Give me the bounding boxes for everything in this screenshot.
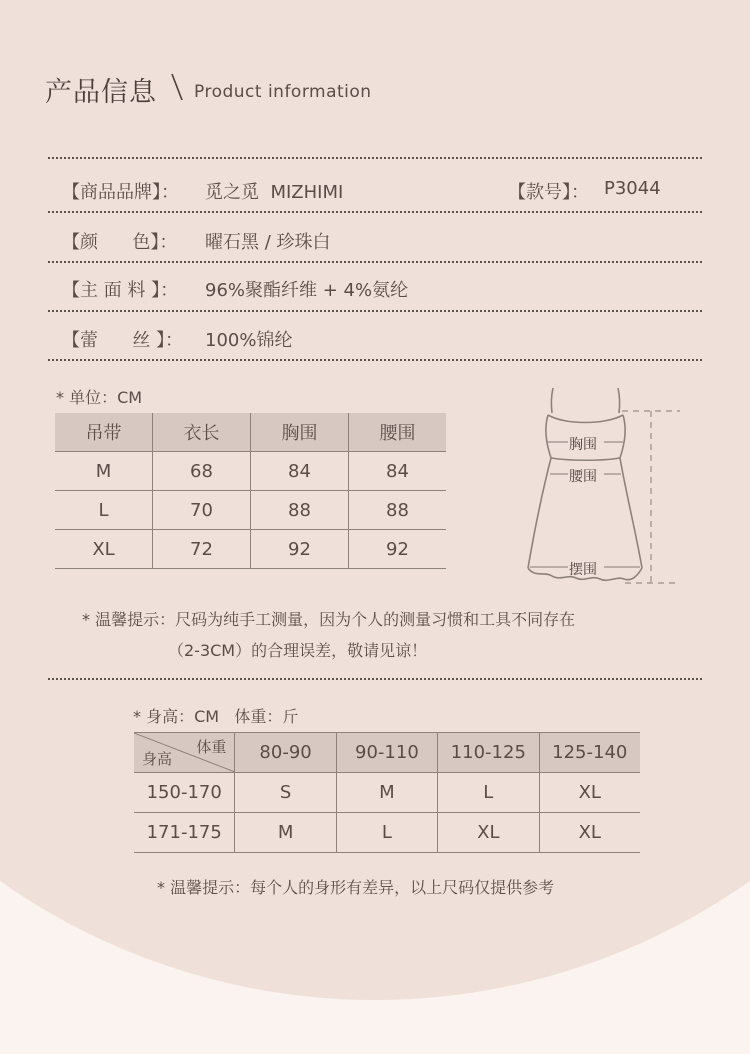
divider xyxy=(48,211,702,213)
height-cell: 150-170 xyxy=(134,773,235,813)
table-cell: L xyxy=(438,773,539,813)
size-table xyxy=(55,413,446,569)
table-cell: L xyxy=(336,813,437,853)
table-cell: XL xyxy=(55,530,153,569)
fit-tip: * 温馨提示：每个人的身形有差异，以上尺码仅提供参考 xyxy=(157,878,555,897)
fit-unit-label: * 身高：CM 体重：斤 xyxy=(133,707,299,726)
height-cell: 171-175 xyxy=(134,813,235,853)
table-cell: 84 xyxy=(349,452,447,491)
color-value: 曜石黑 / 珍珠白 xyxy=(205,232,331,253)
table-cell: XL xyxy=(539,773,640,813)
weight-header-cell: 80-90 xyxy=(235,733,336,773)
corner-height-label: 身高 xyxy=(142,750,173,768)
measure-note: * 温馨提示：尺码为纯手工测量，因为个人的测量习惯和工具不同存在 xyxy=(82,610,576,629)
color-label: 【颜 色】： xyxy=(62,232,178,253)
table-cell: M xyxy=(55,452,153,491)
table-row xyxy=(55,530,446,569)
fabric-label: 【主 面 料 】： xyxy=(62,280,179,301)
measure-note-2: （2-3CM）的合理误差，敬请见谅！ xyxy=(168,641,428,660)
divider xyxy=(48,310,702,312)
table-row xyxy=(134,773,640,813)
table-cell: M xyxy=(336,773,437,813)
hem-label: 摆围 xyxy=(569,562,597,578)
table-row xyxy=(134,813,640,853)
page-subtitle: Product information xyxy=(194,82,372,102)
corner-weight-label: 体重 xyxy=(196,738,227,756)
brand-value: 觅之觅 MIZHIMI xyxy=(205,182,344,203)
fit-table xyxy=(134,732,640,853)
size-unit-label: * 单位：CM xyxy=(56,388,143,407)
table-cell: XL xyxy=(438,813,539,853)
table-cell: S xyxy=(235,773,336,813)
table-cell: XL xyxy=(539,813,640,853)
page-title: 产品信息 xyxy=(45,77,157,108)
divider xyxy=(48,261,702,263)
brand-label: 【商品品牌】： xyxy=(62,182,179,203)
table-cell: 88 xyxy=(349,491,447,530)
table-cell: 92 xyxy=(251,530,349,569)
table-cell: 70 xyxy=(153,491,251,530)
divider xyxy=(48,359,702,361)
size-header-cell: 衣长 xyxy=(153,413,251,452)
size-header-cell: 腰围 xyxy=(349,413,447,452)
waist-label: 腰围 xyxy=(569,469,597,485)
table-cell: 92 xyxy=(349,530,447,569)
weight-header-cell: 110-125 xyxy=(438,733,539,773)
table-cell: 84 xyxy=(251,452,349,491)
bust-label: 胸围 xyxy=(569,437,597,453)
table-cell: 88 xyxy=(251,491,349,530)
table-cell: 72 xyxy=(153,530,251,569)
table-row xyxy=(55,452,446,491)
size-table-header xyxy=(55,413,446,452)
fabric-value: 96%聚酯纤维 + 4%氨纶 xyxy=(205,280,409,301)
divider xyxy=(48,678,702,680)
lace-value: 100%锦纶 xyxy=(205,330,293,351)
table-cell: L xyxy=(55,491,153,530)
fit-table-header xyxy=(134,733,640,773)
table-cell: 68 xyxy=(153,452,251,491)
style-value: P3044 xyxy=(604,178,661,199)
table-cell: M xyxy=(235,813,336,853)
lace-label: 【蕾 丝 】： xyxy=(62,330,184,351)
size-header-cell: 胸围 xyxy=(251,413,349,452)
size-header-cell: 吊带 xyxy=(55,413,153,452)
style-label: 【款号】： xyxy=(508,182,589,203)
backslash-icon xyxy=(170,72,184,102)
divider xyxy=(48,157,702,159)
dress-diagram xyxy=(520,383,690,588)
fit-corner-cell xyxy=(134,733,235,773)
weight-header-cell: 90-110 xyxy=(336,733,437,773)
weight-header-cell: 125-140 xyxy=(539,733,640,773)
table-row xyxy=(55,491,446,530)
